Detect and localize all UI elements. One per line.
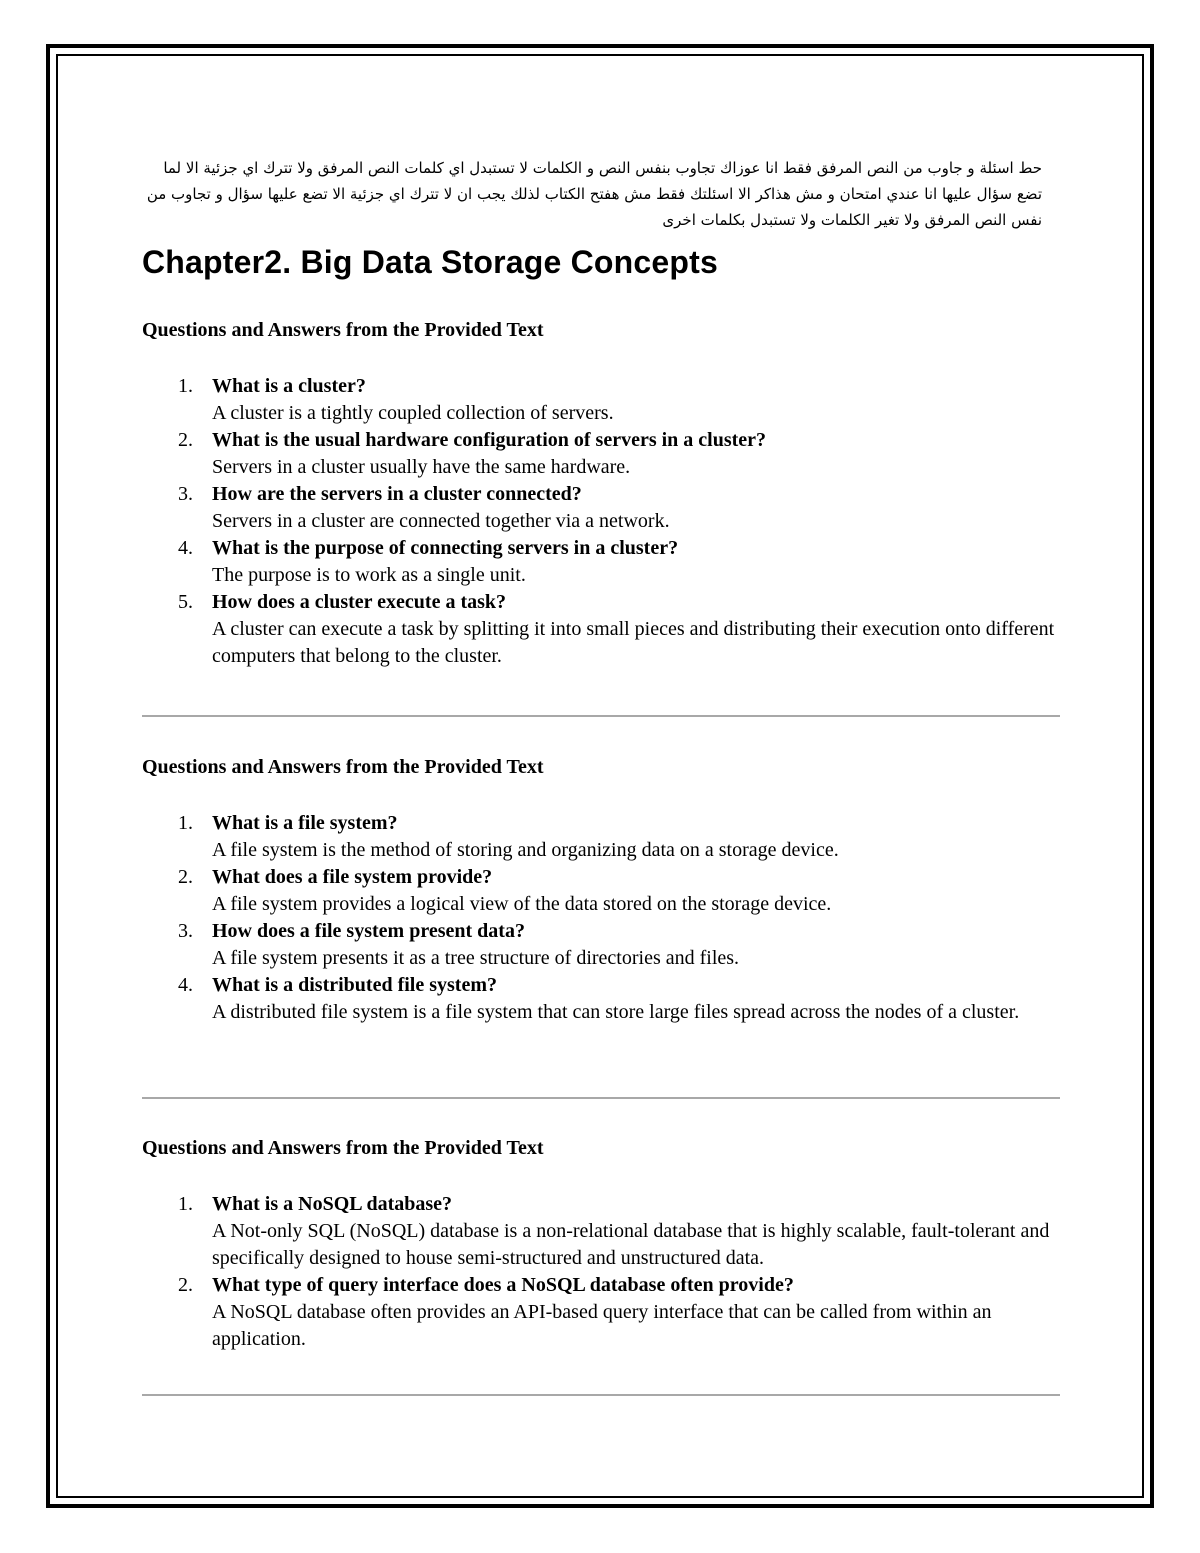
question: What is a NoSQL database? — [212, 1193, 453, 1215]
section-heading: Questions and Answers from the Provided Text — [142, 1137, 544, 1159]
section-divider — [142, 1394, 1060, 1396]
chapter-title: Chapter2. Big Data Storage Concepts — [142, 244, 718, 280]
list-item — [142, 427, 1062, 481]
item-number: 1. — [178, 1193, 193, 1215]
qa-section-2 — [142, 754, 1062, 1026]
answer: A file system provides a logical view of the data stored on the storage device. — [212, 893, 832, 915]
question: What is a file system? — [212, 812, 398, 834]
question: How are the servers in a cluster connected? — [212, 483, 582, 505]
item-number: 3. — [178, 920, 193, 942]
item-number: 1. — [178, 375, 193, 397]
list-item — [142, 373, 1062, 427]
list-item — [142, 589, 1062, 670]
item-number: 2. — [178, 429, 193, 451]
list-item — [142, 864, 1062, 918]
item-number: 2. — [178, 866, 193, 888]
question: How does a cluster execute a task? — [212, 591, 507, 613]
answer: A NoSQL database often provides an API-based query interface that can be called from within an application. — [212, 1301, 992, 1350]
answer: Servers in a cluster usually have the same hardware. — [212, 456, 631, 478]
section-divider — [142, 1097, 1060, 1099]
qa-list — [142, 1191, 1062, 1353]
answer: The purpose is to work as a single unit. — [212, 564, 526, 586]
section-divider — [142, 715, 1060, 717]
item-number: 3. — [178, 483, 193, 505]
list-item — [142, 810, 1062, 864]
answer: A Not-only SQL (NoSQL) database is a non-relational database that is highly scalable, fault-tolerant and specifically designed to house semi-structured and unstructured data. — [212, 1220, 1050, 1269]
question: What is the usual hardware configuration of servers in a cluster? — [212, 429, 767, 451]
item-number: 1. — [178, 812, 193, 834]
question: What is a distributed file system? — [212, 974, 497, 996]
qa-list — [142, 810, 1062, 1026]
item-number: 4. — [178, 537, 193, 559]
list-item — [142, 535, 1062, 589]
answer: A cluster is a tightly coupled collection of servers. — [212, 402, 614, 424]
question: What does a file system provide? — [212, 866, 493, 888]
list-item — [142, 918, 1062, 972]
qa-section-3 — [142, 1135, 1062, 1353]
arabic-instruction: حط اسئلة و جاوب من النص المرفق فقط انا عوزاك تجاوب بنفس النص و الكلمات لا تستبدل اي كلمات النص المرفق ولا تترك اي جزئية الا لما تضع سؤال عليها انا عندي امتحان و مش هذاكر الا اسئلتك فقط مش هفتح الكتاب لذلك يجب ان لا تترك اي جزئية الا تضع عليها سؤال و تجاوب من نفس النص المرفق ولا تغير الكلمات ولا تستبدل بكلمات اخرى — [146, 159, 1042, 229]
answer: A distributed file system is a file system that can store large files spread across the nodes of a cluster. — [212, 1001, 1020, 1023]
list-item — [142, 481, 1062, 535]
answer: A cluster can execute a task by splitting it into small pieces and distributing their execution onto different computers that belong to the cluster. — [212, 618, 1055, 667]
answer: A file system presents it as a tree structure of directories and files. — [212, 947, 740, 969]
question: What is the purpose of connecting servers in a cluster? — [212, 537, 679, 559]
qa-section-1 — [142, 317, 1062, 670]
section-heading: Questions and Answers from the Provided Text — [142, 319, 544, 341]
section-heading: Questions and Answers from the Provided Text — [142, 756, 544, 778]
qa-list — [142, 373, 1062, 670]
answer: A file system is the method of storing and organizing data on a storage device. — [212, 839, 839, 861]
answer: Servers in a cluster are connected together via a network. — [212, 510, 670, 532]
question: What type of query interface does a NoSQL database often provide? — [212, 1274, 794, 1296]
item-number: 5. — [178, 591, 193, 613]
question: How does a file system present data? — [212, 920, 525, 942]
list-item — [142, 1191, 1062, 1272]
question: What is a cluster? — [212, 375, 366, 397]
list-item — [142, 972, 1062, 1026]
item-number: 2. — [178, 1274, 193, 1296]
item-number: 4. — [178, 974, 193, 996]
list-item — [142, 1272, 1062, 1353]
